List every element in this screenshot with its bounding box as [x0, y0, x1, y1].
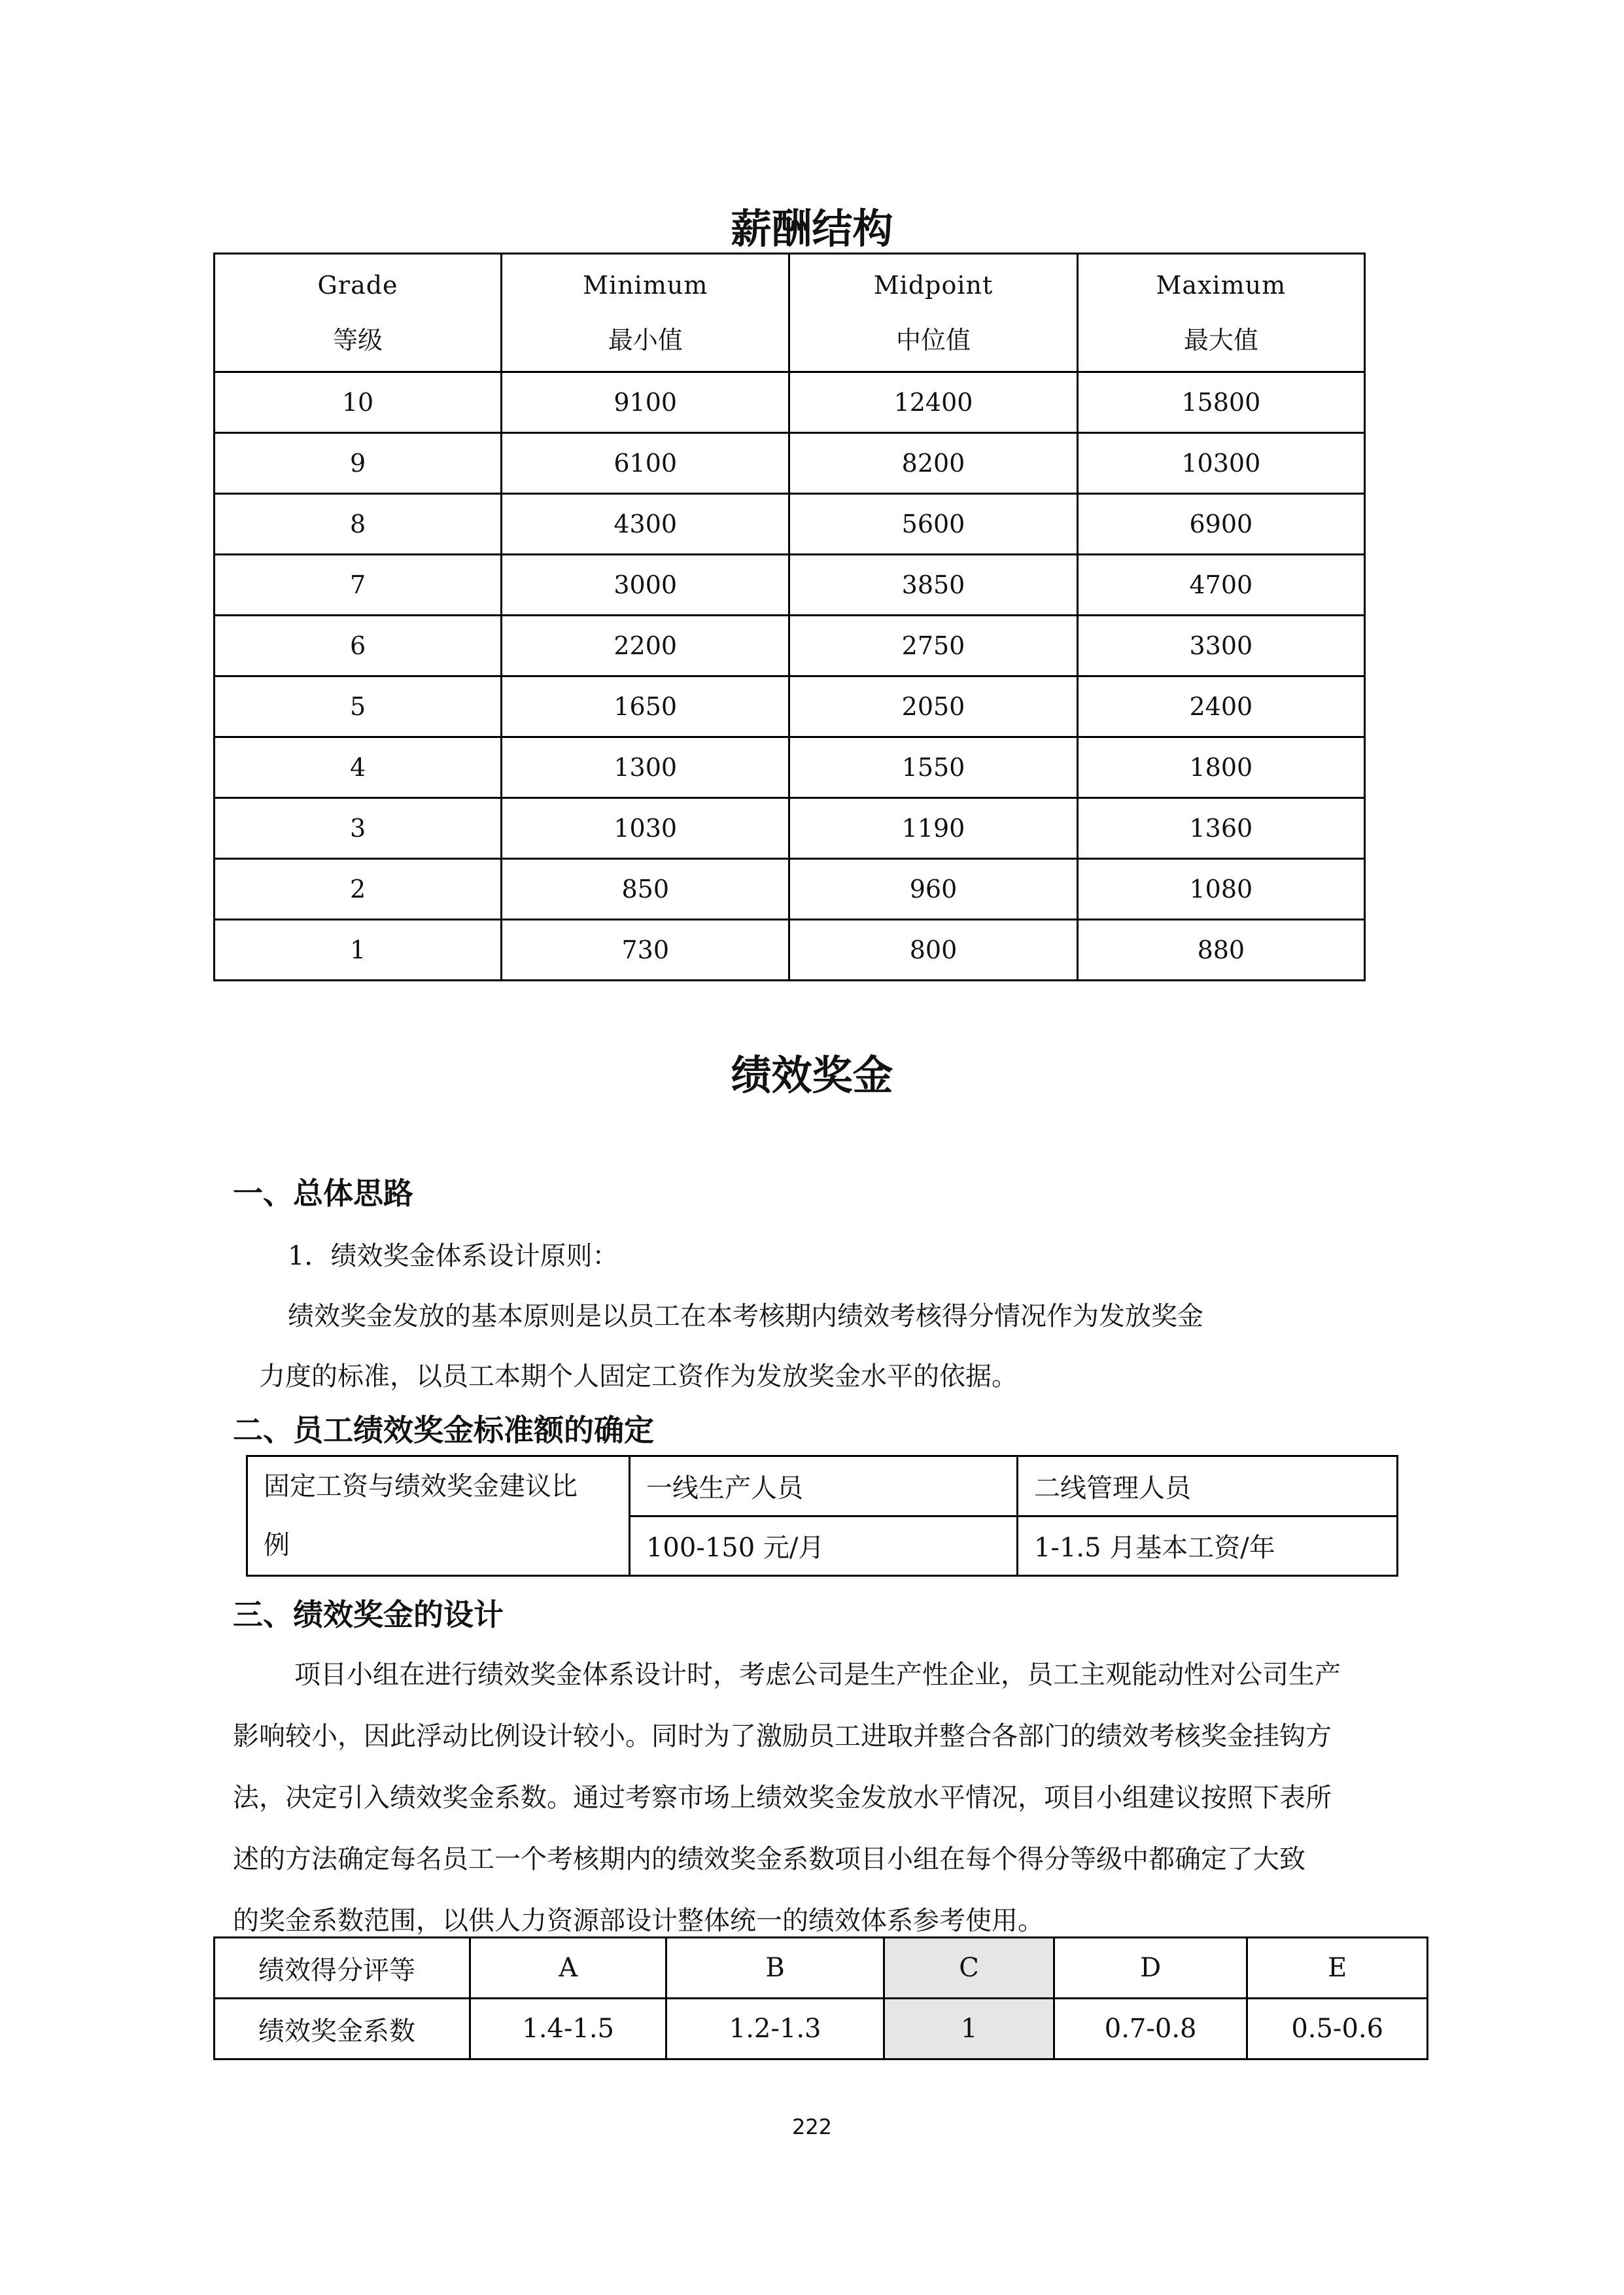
midpoint-cell: 800	[789, 920, 1077, 981]
coefficient-label-cell: 绩效奖金系数	[215, 1999, 470, 2059]
table-row	[215, 859, 1365, 920]
grade-cell: 6	[215, 616, 502, 676]
section1-paragraph-line2: 力度的标准，以员工本期个人固定工资作为发放奖金水平的依据。	[259, 1361, 1018, 1392]
midpoint-cell: 8200	[789, 433, 1077, 494]
maximum-cell: 1800	[1077, 737, 1364, 798]
section1-paragraph-line1: 绩效奖金发放的基本原则是以员工在本考核期内绩效考核得分情况作为发放奖金	[288, 1301, 1203, 1331]
table-row	[215, 433, 1365, 494]
grade-cell-highlighted: C	[884, 1938, 1054, 1999]
maximum-cell: 880	[1077, 920, 1364, 981]
section2-heading: 二、员工绩效奖金标准额的确定	[233, 1412, 654, 1448]
grade-cell: 2	[215, 859, 502, 920]
grade-cell: 7	[215, 555, 502, 616]
coefficient-cell: 1.4-1.5	[470, 1999, 666, 2059]
minimum-cell: 1650	[502, 676, 789, 737]
maximum-cell: 2400	[1077, 676, 1364, 737]
midpoint-cell: 3850	[789, 555, 1077, 616]
header-midpoint: Midpoint 中位值	[789, 254, 1077, 372]
table-row	[215, 555, 1365, 616]
section1-subheading: 1．绩效奖金体系设计原则：	[288, 1241, 619, 1271]
section3-paragraph-line: 影响较小，因此浮动比例设计较小。同时为了激励员工进取并整合各部门的绩效考核奖金挂钩方	[233, 1721, 1332, 1751]
minimum-cell: 3000	[502, 555, 789, 616]
minimum-cell: 4300	[502, 494, 789, 555]
ratio-label-line1: 固定工资与绩效奖金建议比	[264, 1471, 578, 1501]
section3-heading: 三、绩效奖金的设计	[233, 1597, 504, 1632]
section3-paragraph-line: 述的方法确定每名员工一个考核期内的绩效奖金系数项目小组在每个得分等级中都确定了大致	[233, 1844, 1305, 1874]
grade-cell: 1	[215, 920, 502, 981]
grade-cell: 10	[215, 372, 502, 433]
midpoint-cell: 1190	[789, 798, 1077, 859]
maximum-cell: 3300	[1077, 616, 1364, 676]
coefficient-cell-highlighted: 1	[884, 1999, 1054, 2059]
frontline-staff-header: 一线生产人员	[629, 1456, 1017, 1516]
grade-label-cell: 绩效得分评等	[215, 1938, 470, 1999]
header-grade: Grade 等级	[215, 254, 502, 372]
midpoint-cell: 1550	[789, 737, 1077, 798]
table-row	[247, 1456, 1398, 1516]
management-staff-value: 1-1.5 月基本工资/年	[1017, 1516, 1397, 1576]
coefficient-cell: 0.5-0.6	[1247, 1999, 1428, 2059]
bonus-ratio-table	[246, 1455, 1398, 1577]
table-row	[215, 1999, 1428, 2059]
table-header-row	[215, 254, 1365, 372]
header-minimum: Minimum 最小值	[502, 254, 789, 372]
minimum-cell: 2200	[502, 616, 789, 676]
section3-paragraph-line: 项目小组在进行绩效奖金体系设计时，考虑公司是生产性企业，员工主观能动性对公司生产	[294, 1660, 1341, 1690]
minimum-cell: 6100	[502, 433, 789, 494]
midpoint-cell: 960	[789, 859, 1077, 920]
maximum-cell: 1360	[1077, 798, 1364, 859]
coefficient-cell: 0.7-0.8	[1054, 1999, 1247, 2059]
grade-cell: A	[470, 1938, 666, 1999]
table-row	[215, 737, 1365, 798]
page-number: 222	[791, 2114, 833, 2139]
grade-cell: B	[666, 1938, 884, 1999]
grade-cell: 4	[215, 737, 502, 798]
table-row	[215, 494, 1365, 555]
maximum-cell: 15800	[1077, 372, 1364, 433]
midpoint-cell: 12400	[789, 372, 1077, 433]
midpoint-cell: 2750	[789, 616, 1077, 676]
grade-cell: 5	[215, 676, 502, 737]
grade-cell: 8	[215, 494, 502, 555]
table-row	[215, 798, 1365, 859]
section3-paragraph-line: 的奖金系数范围，以供人力资源部设计整体统一的绩效体系参考使用。	[233, 1906, 1044, 1936]
table-row	[215, 676, 1365, 737]
grade-cell: D	[1054, 1938, 1247, 1999]
salary-structure-title: 薪酬结构	[731, 205, 893, 253]
header-maximum: Maximum 最大值	[1077, 254, 1364, 372]
performance-bonus-title: 绩效奖金	[731, 1051, 893, 1099]
minimum-cell: 730	[502, 920, 789, 981]
minimum-cell: 1300	[502, 737, 789, 798]
maximum-cell: 10300	[1077, 433, 1364, 494]
maximum-cell: 1080	[1077, 859, 1364, 920]
grade-cell: E	[1247, 1938, 1428, 1999]
table-row	[215, 372, 1365, 433]
ratio-label-cell	[247, 1456, 630, 1576]
salary-structure-table	[213, 253, 1366, 981]
midpoint-cell: 2050	[789, 676, 1077, 737]
ratio-label-line2: 例	[264, 1530, 290, 1560]
minimum-cell: 1030	[502, 798, 789, 859]
section1-heading: 一、总体思路	[233, 1176, 413, 1211]
grade-cell: 9	[215, 433, 502, 494]
minimum-cell: 9100	[502, 372, 789, 433]
bonus-coefficient-table	[213, 1936, 1428, 2060]
midpoint-cell: 5600	[789, 494, 1077, 555]
management-staff-header: 二线管理人员	[1017, 1456, 1397, 1516]
section3-paragraph-line: 法，决定引入绩效奖金系数。通过考察市场上绩效奖金发放水平情况，项目小组建议按照下表所	[233, 1783, 1332, 1813]
grade-cell: 3	[215, 798, 502, 859]
minimum-cell: 850	[502, 859, 789, 920]
maximum-cell: 4700	[1077, 555, 1364, 616]
table-row	[215, 616, 1365, 676]
frontline-staff-value: 100-150 元/月	[629, 1516, 1017, 1576]
maximum-cell: 6900	[1077, 494, 1364, 555]
table-row	[215, 920, 1365, 981]
table-row	[215, 1938, 1428, 1999]
coefficient-cell: 1.2-1.3	[666, 1999, 884, 2059]
